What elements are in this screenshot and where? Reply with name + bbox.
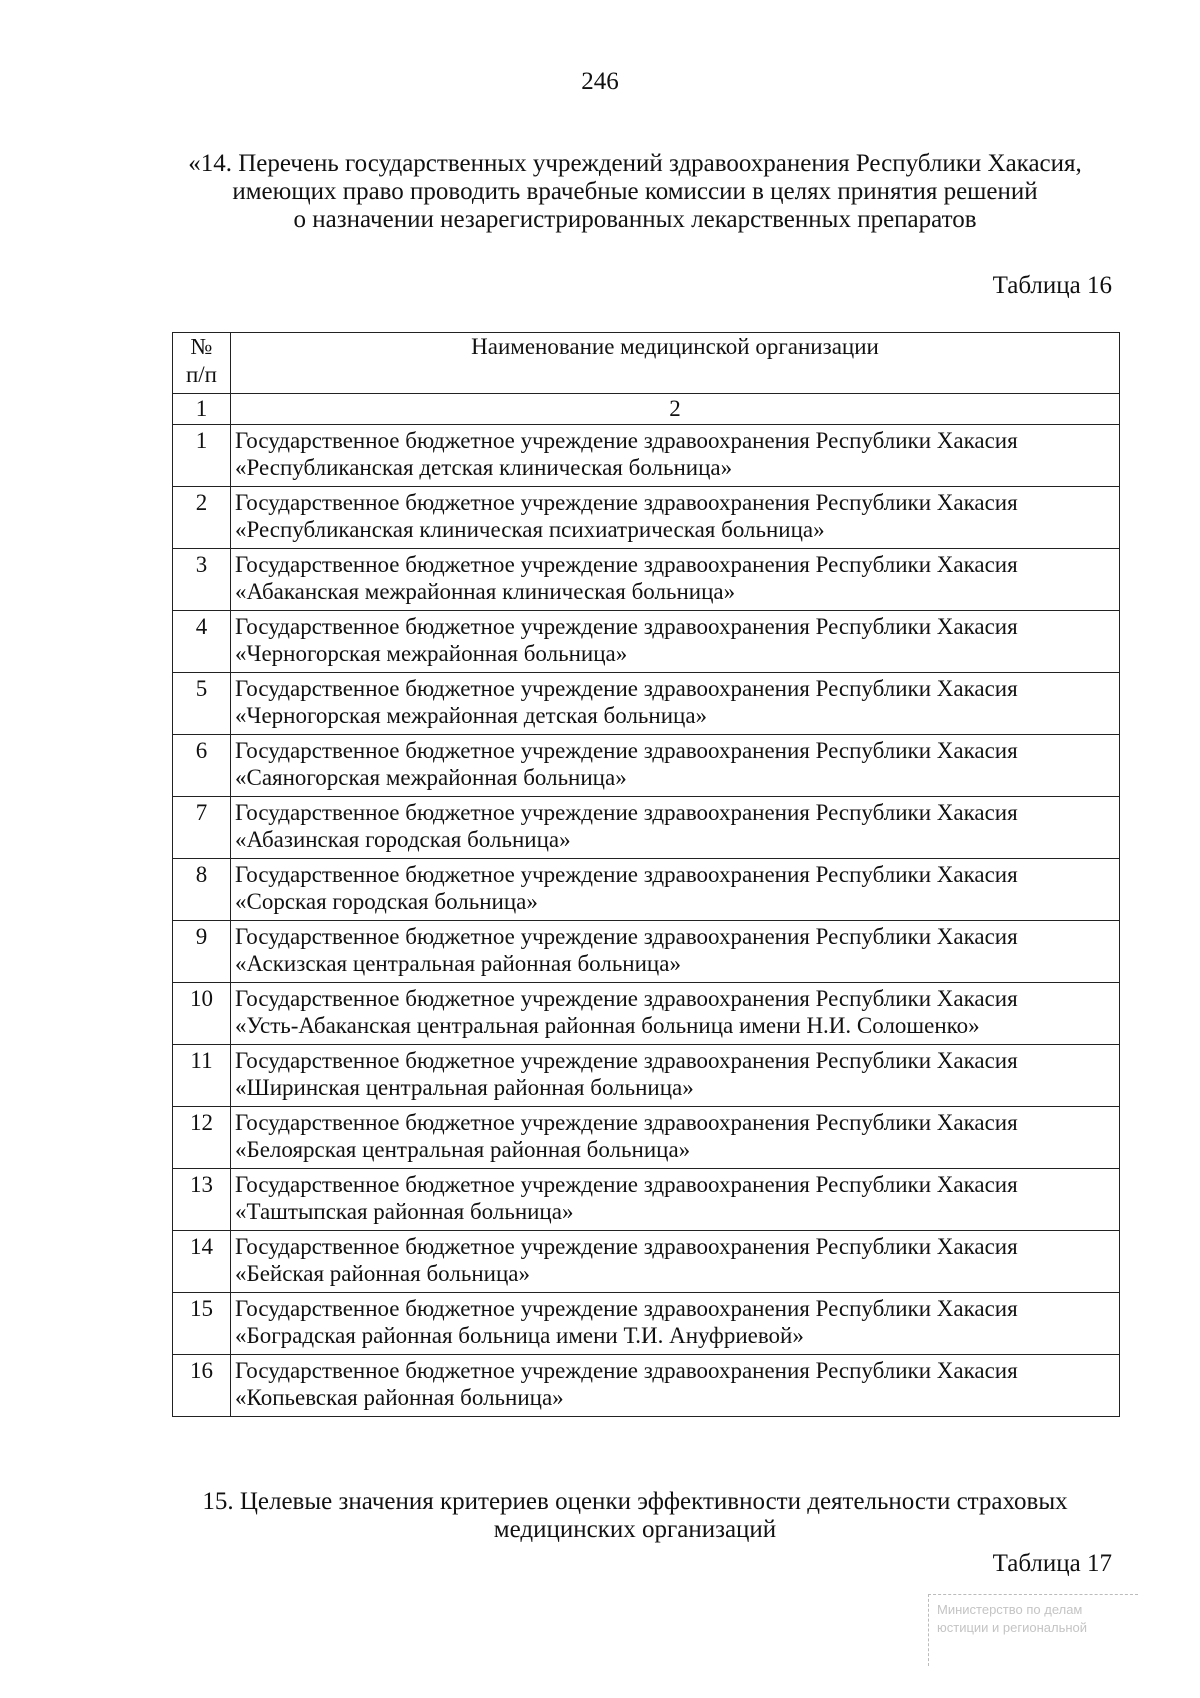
organization-name-line: «Сорская городская больница» — [235, 889, 538, 914]
organization-name — [231, 549, 1120, 611]
organizations-table — [172, 332, 1120, 1417]
organization-name-line: Государственное бюджетное учреждение здравоохранения Республики Хакасия — [235, 676, 1018, 701]
row-number: 1 — [173, 425, 231, 487]
table-row — [173, 921, 1120, 983]
section-15-title — [140, 1488, 1130, 1544]
organization-name-line: Государственное бюджетное учреждение здравоохранения Республики Хакасия — [235, 1048, 1018, 1073]
organization-name-line: «Республиканская клиническая психиатрическая больница» — [235, 517, 825, 542]
table-row — [173, 1293, 1120, 1355]
organization-name — [231, 673, 1120, 735]
row-number: 3 — [173, 549, 231, 611]
organization-name-line: «Республиканская детская клиническая больница» — [235, 455, 733, 480]
organization-name — [231, 425, 1120, 487]
organization-name — [231, 1231, 1120, 1293]
organization-name-line: Государственное бюджетное учреждение здравоохранения Республики Хакасия — [235, 490, 1018, 515]
page-number: 246 — [581, 68, 619, 95]
organization-name-line: Государственное бюджетное учреждение здравоохранения Республики Хакасия — [235, 1358, 1018, 1383]
organization-name-line: «Саяногорская межрайонная больница» — [235, 765, 627, 790]
organization-name — [231, 1169, 1120, 1231]
table-row — [173, 1355, 1120, 1417]
table-row — [173, 1107, 1120, 1169]
organization-name — [231, 983, 1120, 1045]
column-index-row — [173, 394, 1120, 425]
header-number-abbrev: п/п — [185, 362, 217, 387]
table-row — [173, 1169, 1120, 1231]
organization-name-line: «Таштыпская районная больница» — [235, 1199, 574, 1224]
row-number: 15 — [173, 1293, 231, 1355]
section-14-title-line: «14. Перечень государственных учреждений здравоохранения Республики Хакасия, — [188, 150, 1082, 177]
organization-name-line: Государственное бюджетное учреждение здравоохранения Республики Хакасия — [235, 800, 1018, 825]
organization-name-line: «Абазинская городская больница» — [235, 827, 571, 852]
organization-name-line: Государственное бюджетное учреждение здравоохранения Республики Хакасия — [235, 1296, 1018, 1321]
row-number: 2 — [173, 487, 231, 549]
organization-name-line: Государственное бюджетное учреждение здравоохранения Республики Хакасия — [235, 986, 1018, 1011]
organization-name-line: Государственное бюджетное учреждение здравоохранения Республики Хакасия — [235, 1172, 1018, 1197]
row-number: 8 — [173, 859, 231, 921]
organization-name-line: Государственное бюджетное учреждение здравоохранения Республики Хакасия — [235, 614, 1018, 639]
table-row — [173, 797, 1120, 859]
row-number: 5 — [173, 673, 231, 735]
row-number: 4 — [173, 611, 231, 673]
row-number: 7 — [173, 797, 231, 859]
organization-name-line: Государственное бюджетное учреждение здравоохранения Республики Хакасия — [235, 552, 1018, 577]
section-15-title-line: медицинских организаций — [493, 1516, 777, 1543]
table-row — [173, 735, 1120, 797]
organization-name — [231, 859, 1120, 921]
table-header-row — [173, 333, 1120, 394]
stamp-line: Министерство по делам — [937, 1602, 1083, 1617]
organization-name-line: Государственное бюджетное учреждение здравоохранения Республики Хакасия — [235, 1110, 1018, 1135]
table-row — [173, 611, 1120, 673]
header-number-symbol: № — [190, 334, 213, 359]
organization-name — [231, 1107, 1120, 1169]
section-14-title-line: о назначении незарегистрированных лекарственных препаратов — [293, 206, 977, 233]
row-number: 6 — [173, 735, 231, 797]
table-row — [173, 983, 1120, 1045]
row-number: 11 — [173, 1045, 231, 1107]
organization-name — [231, 1355, 1120, 1417]
header-number-cell — [173, 333, 231, 394]
organization-name-line: Государственное бюджетное учреждение здравоохранения Республики Хакасия — [235, 862, 1018, 887]
row-number: 9 — [173, 921, 231, 983]
row-number: 16 — [173, 1355, 231, 1417]
row-number: 14 — [173, 1231, 231, 1293]
organization-name-line: «Черногорская межрайонная детская больница» — [235, 703, 708, 728]
organization-name — [231, 797, 1120, 859]
row-number: 10 — [173, 983, 231, 1045]
organization-name-line: «Усть-Абаканская центральная районная больница имени Н.И. Солошенко» — [235, 1013, 980, 1038]
organization-name-line: «Бейская районная больница» — [235, 1261, 530, 1286]
organization-name-line: Государственное бюджетное учреждение здравоохранения Республики Хакасия — [235, 738, 1018, 763]
organization-name — [231, 487, 1120, 549]
organization-name-line: «Аскизская центральная районная больница» — [235, 951, 681, 976]
organization-name-line: Государственное бюджетное учреждение здравоохранения Республики Хакасия — [235, 924, 1018, 949]
section-15-title-line: 15. Целевые значения критериев оценки эффективности деятельности страховых — [202, 1488, 1068, 1515]
registration-stamp — [928, 1594, 1138, 1666]
table-row — [173, 425, 1120, 487]
table-row — [173, 487, 1120, 549]
section-14-title-line: имеющих право проводить врачебные комиссии в целях принятия решений — [232, 178, 1038, 205]
section-14-title — [140, 150, 1130, 234]
organization-name — [231, 735, 1120, 797]
table-row — [173, 549, 1120, 611]
table-row — [173, 1231, 1120, 1293]
column-index-cell: 1 — [173, 394, 231, 425]
organization-name-line: «Черногорская межрайонная больница» — [235, 641, 628, 666]
table-row — [173, 1045, 1120, 1107]
organization-name-line: «Копьевская районная больница» — [235, 1385, 564, 1410]
organization-name-line: «Боградская районная больница имени Т.И. Ануфриевой» — [235, 1323, 804, 1348]
organization-name-line: «Абаканская межрайонная клиническая больница» — [235, 579, 736, 604]
header-name-cell: Наименование медицинской организации — [231, 333, 1120, 394]
table-row — [173, 673, 1120, 735]
organization-name-line: «Ширинская центральная районная больница» — [235, 1075, 694, 1100]
column-index-cell: 2 — [231, 394, 1120, 425]
table-17-label: Таблица 17 — [992, 1550, 1112, 1577]
organization-name — [231, 611, 1120, 673]
stamp-line: юстиции и региональной — [937, 1620, 1088, 1635]
organization-name — [231, 1293, 1120, 1355]
table-16-label: Таблица 16 — [992, 272, 1112, 299]
organization-name — [231, 921, 1120, 983]
row-number: 12 — [173, 1107, 231, 1169]
row-number: 13 — [173, 1169, 231, 1231]
table-row — [173, 859, 1120, 921]
organization-name — [231, 1045, 1120, 1107]
organization-name-line: «Белоярская центральная районная больница» — [235, 1137, 691, 1162]
organization-name-line: Государственное бюджетное учреждение здравоохранения Республики Хакасия — [235, 428, 1018, 453]
organization-name-line: Государственное бюджетное учреждение здравоохранения Республики Хакасия — [235, 1234, 1018, 1259]
